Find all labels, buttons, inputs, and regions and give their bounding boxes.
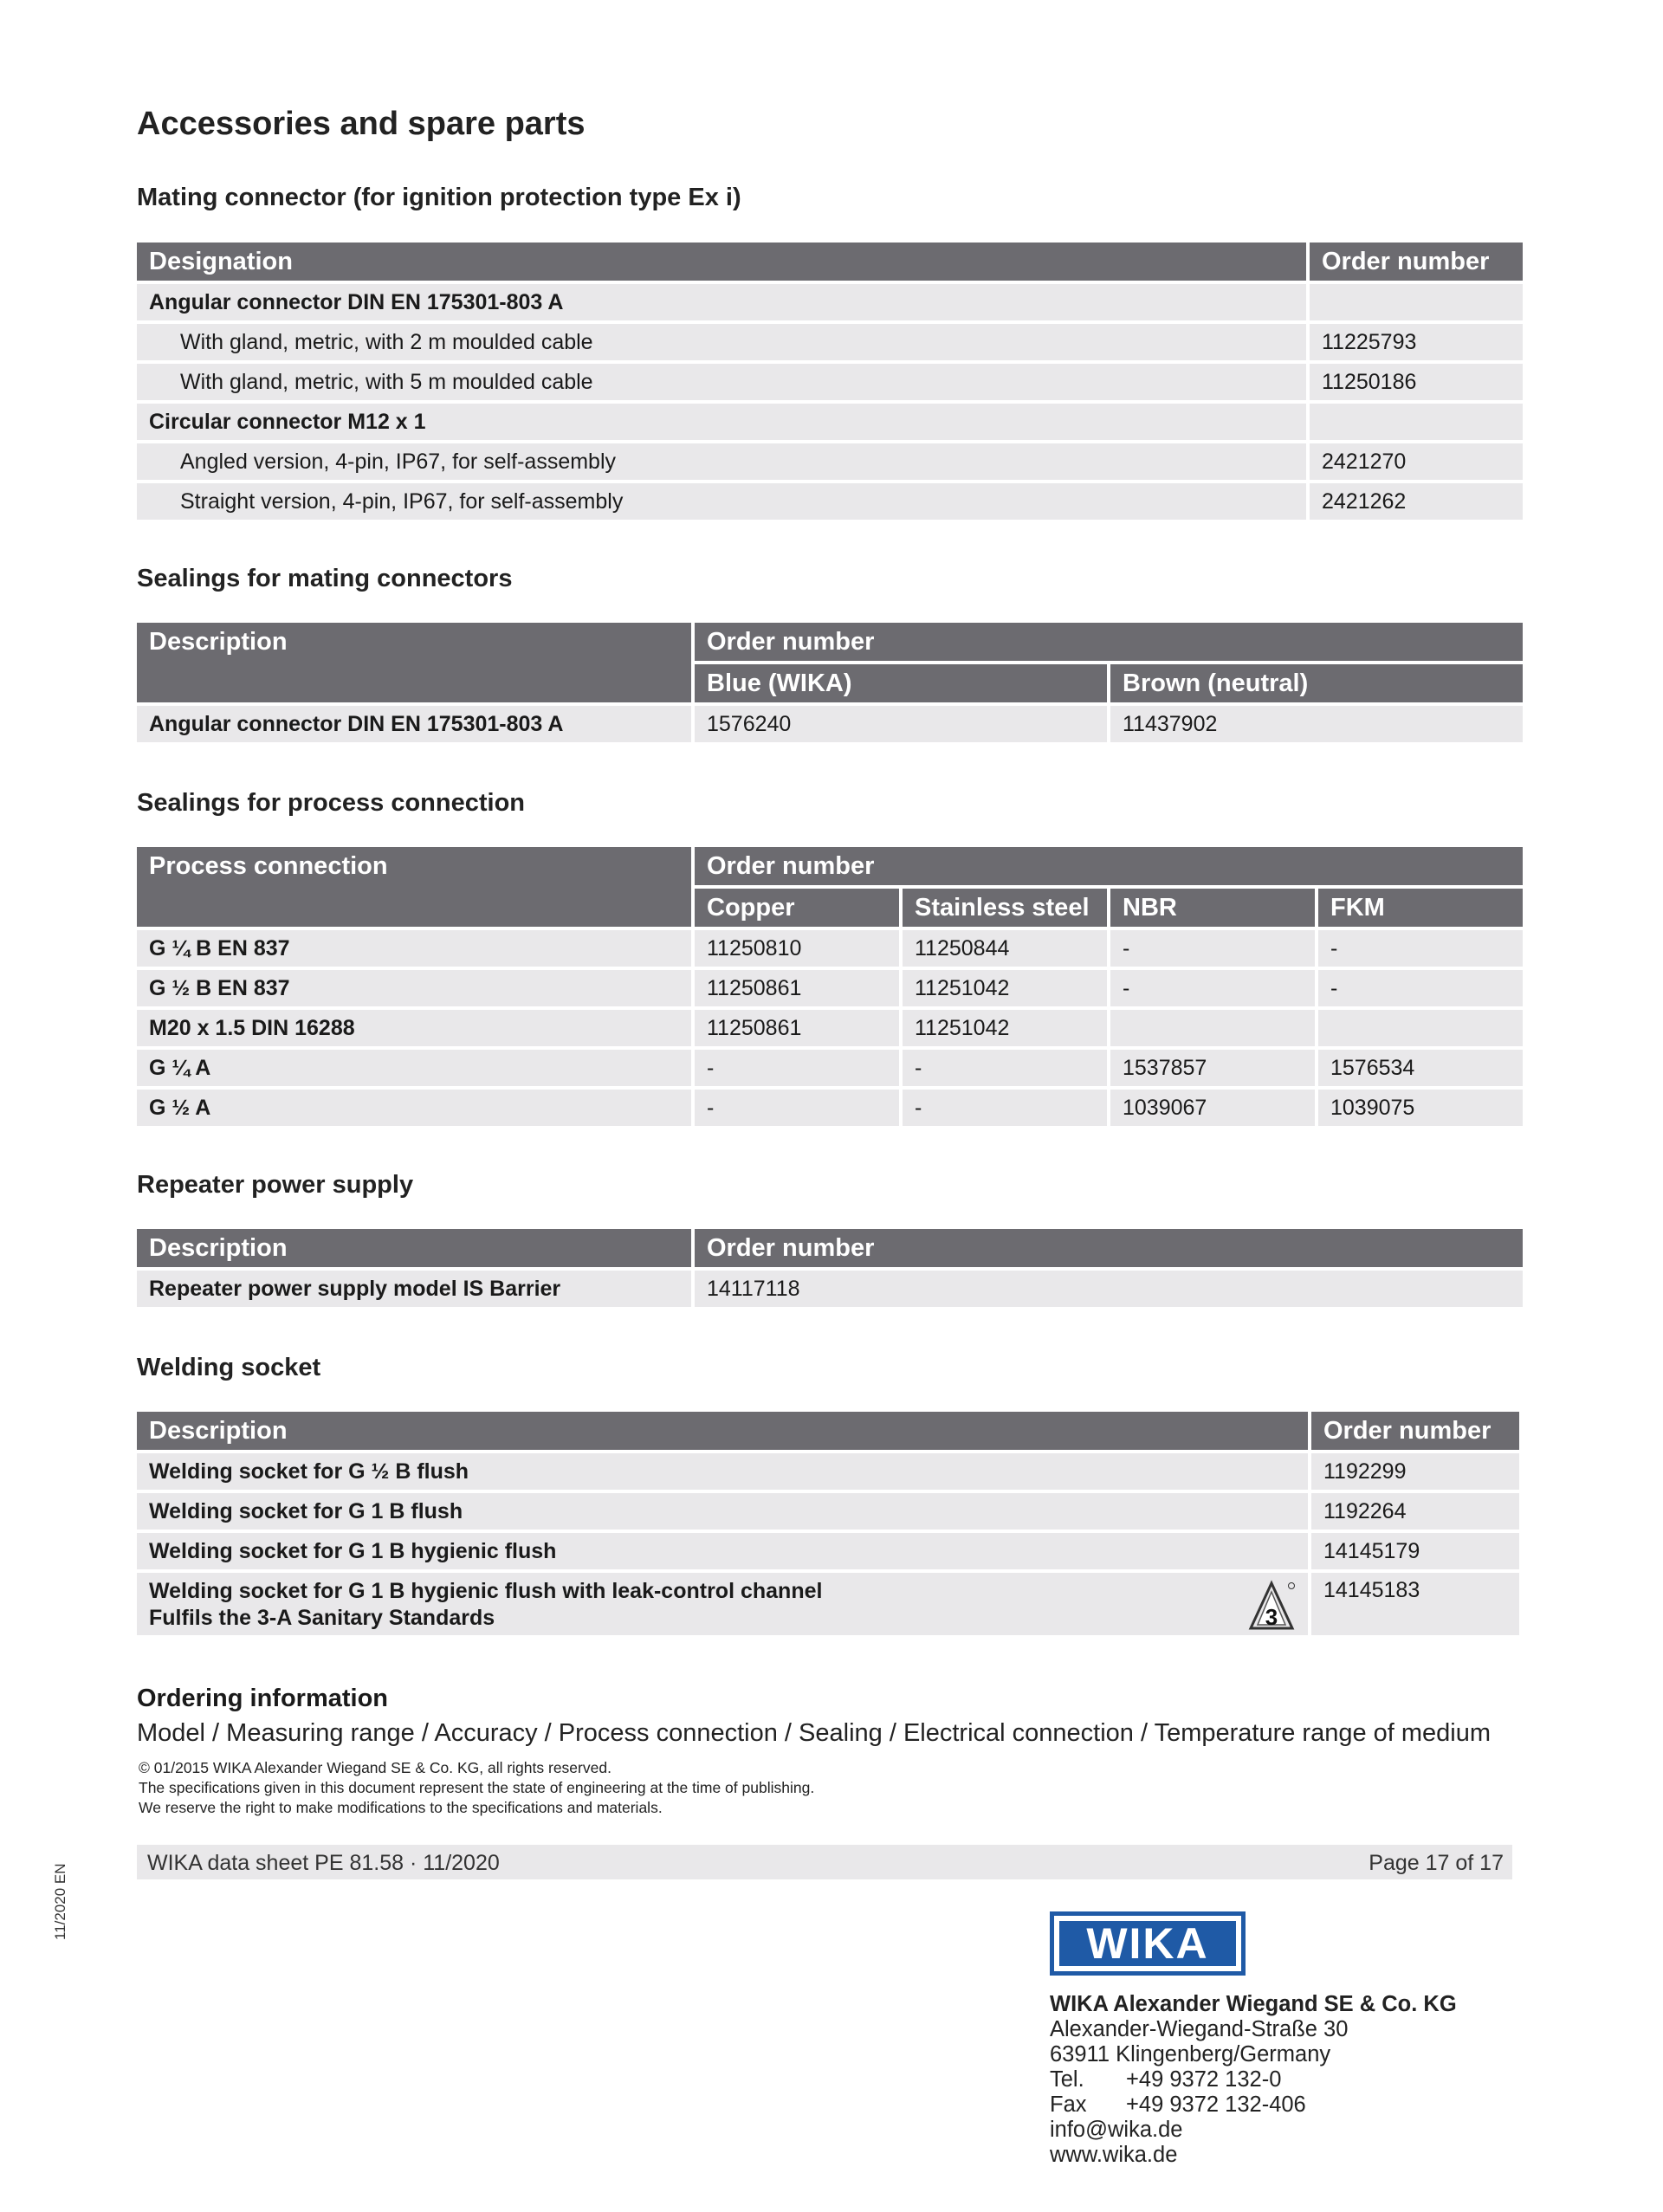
col-fkm: FKM [1315, 889, 1523, 927]
table-row [137, 404, 1523, 440]
sealings-process-table [137, 844, 1523, 1129]
table-row [137, 706, 1523, 742]
table-row [137, 1573, 1519, 1635]
footer-datasheet: WIKA data sheet PE 81.58 · 11/2020 [147, 1851, 500, 1875]
fine-print [139, 1758, 814, 1818]
row-order: 1192299 [1308, 1453, 1519, 1490]
col-process-connection: Process connection [137, 847, 691, 927]
row-connection: G ½ A [137, 1090, 691, 1126]
row-description: Welding socket for G 1 B flush [137, 1493, 1308, 1530]
row-connection: G ½ B EN 837 [137, 970, 691, 1006]
table-row [137, 1050, 1523, 1086]
col-order-number: Order number [1306, 243, 1523, 281]
logo-text: WIKA [1059, 1921, 1236, 1966]
cell: 11251042 [899, 970, 1107, 1006]
cell: - [1107, 970, 1315, 1006]
col-order-number: Order number [691, 847, 1523, 885]
col-order-number: Order number [691, 623, 1523, 661]
row-order [1306, 284, 1523, 320]
cell: - [899, 1090, 1107, 1126]
page-title: Accessories and spare parts [137, 106, 586, 142]
row-blue: 1576240 [691, 706, 1107, 742]
col-nbr: NBR [1107, 889, 1315, 927]
col-designation: Designation [137, 243, 1306, 281]
row-order: 11225793 [1306, 324, 1523, 360]
fax-label: Fax [1050, 2092, 1087, 2117]
row-order: 14145183 [1308, 1573, 1519, 1635]
row-description-line1: Welding socket for G 1 B hygienic flush with leak-control channel [149, 1579, 823, 1603]
table-row [137, 1493, 1519, 1530]
cell: 11250844 [899, 930, 1107, 967]
table-row [137, 1533, 1519, 1569]
cell: - [899, 1050, 1107, 1086]
col-description: Description [137, 623, 691, 702]
cell: 1039075 [1315, 1090, 1523, 1126]
sealings-process-heading: Sealings for process connection [137, 789, 525, 817]
address-fax [1050, 2092, 1457, 2118]
sealings-mating-table [137, 619, 1523, 746]
cell [1107, 1010, 1315, 1046]
cell: - [1315, 930, 1523, 967]
row-order: 2421262 [1306, 483, 1523, 520]
table-row [137, 284, 1523, 320]
wika-logo [1050, 1911, 1246, 1976]
row-connection: G ¼ A [137, 1050, 691, 1086]
table-row [137, 483, 1523, 520]
cell: - [1315, 970, 1523, 1006]
table-row [137, 1271, 1523, 1307]
company-address [1050, 1992, 1457, 2168]
row-designation: Circular connector M12 x 1 [137, 404, 1306, 440]
address-city: 63911 Klingenberg/Germany [1050, 2042, 1331, 2066]
col-description: Description [137, 1412, 1308, 1450]
cell: 11251042 [899, 1010, 1107, 1046]
repeater-table [137, 1226, 1523, 1310]
cell [1315, 1010, 1523, 1046]
welding-table [137, 1408, 1519, 1639]
address-street: Alexander-Wiegand-Straße 30 [1050, 2017, 1349, 2041]
tel-label: Tel. [1050, 2067, 1084, 2092]
address-tel [1050, 2067, 1457, 2092]
address-web[interactable]: www.wika.de [1050, 2143, 1178, 2167]
fine-print-line: The specifications given in this document represent the state of engineering at the time of publishing. [139, 1779, 815, 1796]
mating-table [137, 239, 1523, 523]
row-description-line2: Fulfils the 3-A Sanitary Standards [149, 1606, 495, 1630]
footer-page-number: Page 17 of 17 [1369, 1851, 1504, 1875]
table-row [137, 324, 1523, 360]
3a-sanitary-icon [1246, 1580, 1297, 1632]
cell: 1576534 [1315, 1050, 1523, 1086]
ordering-text: Model / Measuring range / Accuracy / Process connection / Sealing / Electrical connection / Temperature range of medium [137, 1719, 1492, 1747]
table-row [137, 930, 1523, 967]
cell: - [691, 1050, 899, 1086]
table-row [137, 1010, 1523, 1046]
cell: - [1107, 930, 1315, 967]
row-designation: With gland, metric, with 2 m moulded cable [137, 324, 1306, 360]
col-stainless: Stainless steel [899, 889, 1107, 927]
cell: 1537857 [1107, 1050, 1315, 1086]
cell: 11250861 [691, 1010, 899, 1046]
col-order-number: Order number [691, 1229, 1523, 1267]
cell: 11250861 [691, 970, 899, 1006]
footer-bar [137, 1845, 1512, 1879]
fine-print-line: © 01/2015 WIKA Alexander Wiegand SE & Co. KG, all rights reserved. [139, 1759, 611, 1776]
col-description: Description [137, 1229, 691, 1267]
table-row [137, 970, 1523, 1006]
address-email[interactable]: info@wika.de [1050, 2118, 1183, 2142]
3a-badge-text: 3 [1265, 1604, 1278, 1630]
row-designation: With gland, metric, with 5 m moulded cable [137, 364, 1306, 400]
row-description [137, 1573, 1308, 1635]
row-designation: Angular connector DIN EN 175301-803 A [137, 284, 1306, 320]
col-blue: Blue (WIKA) [691, 664, 1107, 702]
side-date-label: 11/2020 EN [52, 1863, 68, 1940]
cell: 1039067 [1107, 1090, 1315, 1126]
row-order: 11250186 [1306, 364, 1523, 400]
row-description: Repeater power supply model IS Barrier [137, 1271, 691, 1307]
row-designation: Angled version, 4-pin, IP67, for self-assembly [137, 443, 1306, 480]
row-order [1306, 404, 1523, 440]
table-row [137, 1090, 1523, 1126]
fine-print-line: We reserve the right to make modifications to the specifications and materials. [139, 1799, 663, 1816]
table-row [137, 364, 1523, 400]
row-order: 2421270 [1306, 443, 1523, 480]
row-connection: G ¼ B EN 837 [137, 930, 691, 967]
tel-value: +49 9372 132-0 [1126, 2067, 1282, 2092]
row-description: Angular connector DIN EN 175301-803 A [137, 706, 691, 742]
cell: - [691, 1090, 899, 1126]
table-row [137, 443, 1523, 480]
row-order: 1192264 [1308, 1493, 1519, 1530]
row-connection: M20 x 1.5 DIN 16288 [137, 1010, 691, 1046]
col-order-number: Order number [1308, 1412, 1519, 1450]
row-designation: Straight version, 4-pin, IP67, for self-assembly [137, 483, 1306, 520]
table-row [137, 1453, 1519, 1490]
ordering-title: Ordering information [137, 1685, 388, 1712]
col-brown: Brown (neutral) [1107, 664, 1523, 702]
fax-value: +49 9372 132-406 [1126, 2092, 1306, 2117]
sealings-mating-heading: Sealings for mating connectors [137, 565, 513, 592]
welding-heading: Welding socket [137, 1354, 321, 1381]
row-order: 14117118 [691, 1271, 1523, 1307]
cell: 11250810 [691, 930, 899, 967]
company-name: WIKA Alexander Wiegand SE & Co. KG [1050, 1992, 1457, 2016]
col-copper: Copper [691, 889, 899, 927]
row-description: Welding socket for G 1 B hygienic flush [137, 1533, 1308, 1569]
repeater-heading: Repeater power supply [137, 1171, 414, 1199]
mating-heading: Mating connector (for ignition protection type Ex i) [137, 184, 741, 211]
row-order: 14145179 [1308, 1533, 1519, 1569]
row-description: Welding socket for G ½ B flush [137, 1453, 1308, 1490]
row-brown: 11437902 [1107, 706, 1523, 742]
